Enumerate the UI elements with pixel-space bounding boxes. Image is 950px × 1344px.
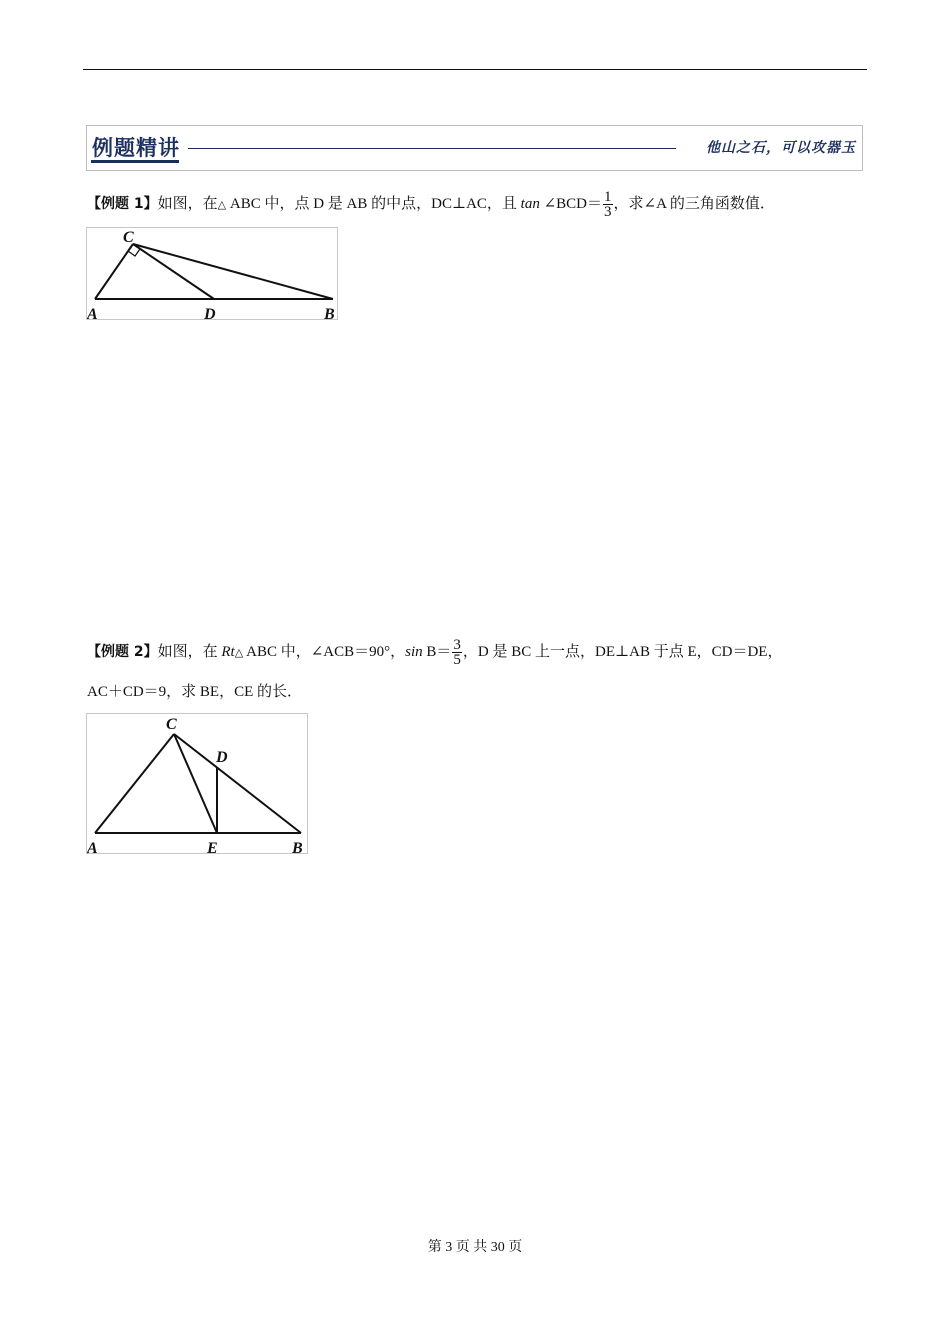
segment-cd [133,244,214,299]
fraction-denominator: 3 [604,204,612,220]
problem-2-tag: 【例题 2】 [87,643,158,660]
label-c: C [166,716,177,733]
section-title-underline [91,160,179,163]
problem-1-text-a: 如图，在 [157,195,218,212]
banner-motto: 他山之石，可以攻器玉 [706,140,856,156]
triangle-symbol: △ [234,646,244,659]
segment-ce [174,734,217,833]
problem-2-func: sin [405,643,423,660]
problem-2-text-a: 如图，在 [157,643,222,660]
problem-2-text-line-2: AC＋CD＝9，求 BE，CE 的长． [87,684,303,700]
problem-1-text-c: ∠BCD＝ [539,195,602,212]
fraction-numerator: 1 [604,189,612,205]
problem-1-text-d: ，求∠A 的三角函数值． [613,195,775,212]
segment-cb [133,244,333,299]
section-title: 例题精讲 [92,136,180,160]
problem-1-tag: 【例题 1】 [87,195,158,212]
problem-2-rt: Rt [221,643,235,660]
triangle-symbol: △ [217,198,227,211]
page-footer: 第 3 页 共 30 页 [427,1240,523,1255]
problem-2-text-d: ，D 是 BC 上一点，DE⊥AB 于点 E，CD＝DE， [462,643,783,660]
segment-ac [95,734,174,833]
problem-1-figure [86,227,338,320]
section-banner [86,125,863,171]
label-a: A [87,840,98,855]
segment-ac [95,244,133,299]
label-c: C [123,229,134,246]
problem-2-text [87,638,782,667]
label-a: A [87,306,98,321]
problem-1-func: tan [520,195,540,212]
label-b: B [324,306,335,321]
label-b: B [292,840,303,855]
banner-divider-line [188,148,676,149]
problem-2-fraction [452,638,462,667]
problem-1-fraction [603,190,613,219]
label-e: E [207,840,218,855]
label-d: D [204,306,216,321]
label-d: D [216,749,228,766]
fraction-denominator: 5 [453,652,461,668]
segment-cb [174,734,301,833]
problem-1-text [87,190,775,219]
problem-2-text-b: ABC 中，∠ACB＝90°， [243,643,406,660]
problem-1-text-b: ABC 中，点 D 是 AB 的中点，DC⊥AC，且 [226,195,521,212]
fraction-numerator: 3 [453,637,461,653]
problem-2-figure [86,713,308,854]
header-rule [83,69,867,70]
problem-2-text-c: B＝ [422,643,452,660]
